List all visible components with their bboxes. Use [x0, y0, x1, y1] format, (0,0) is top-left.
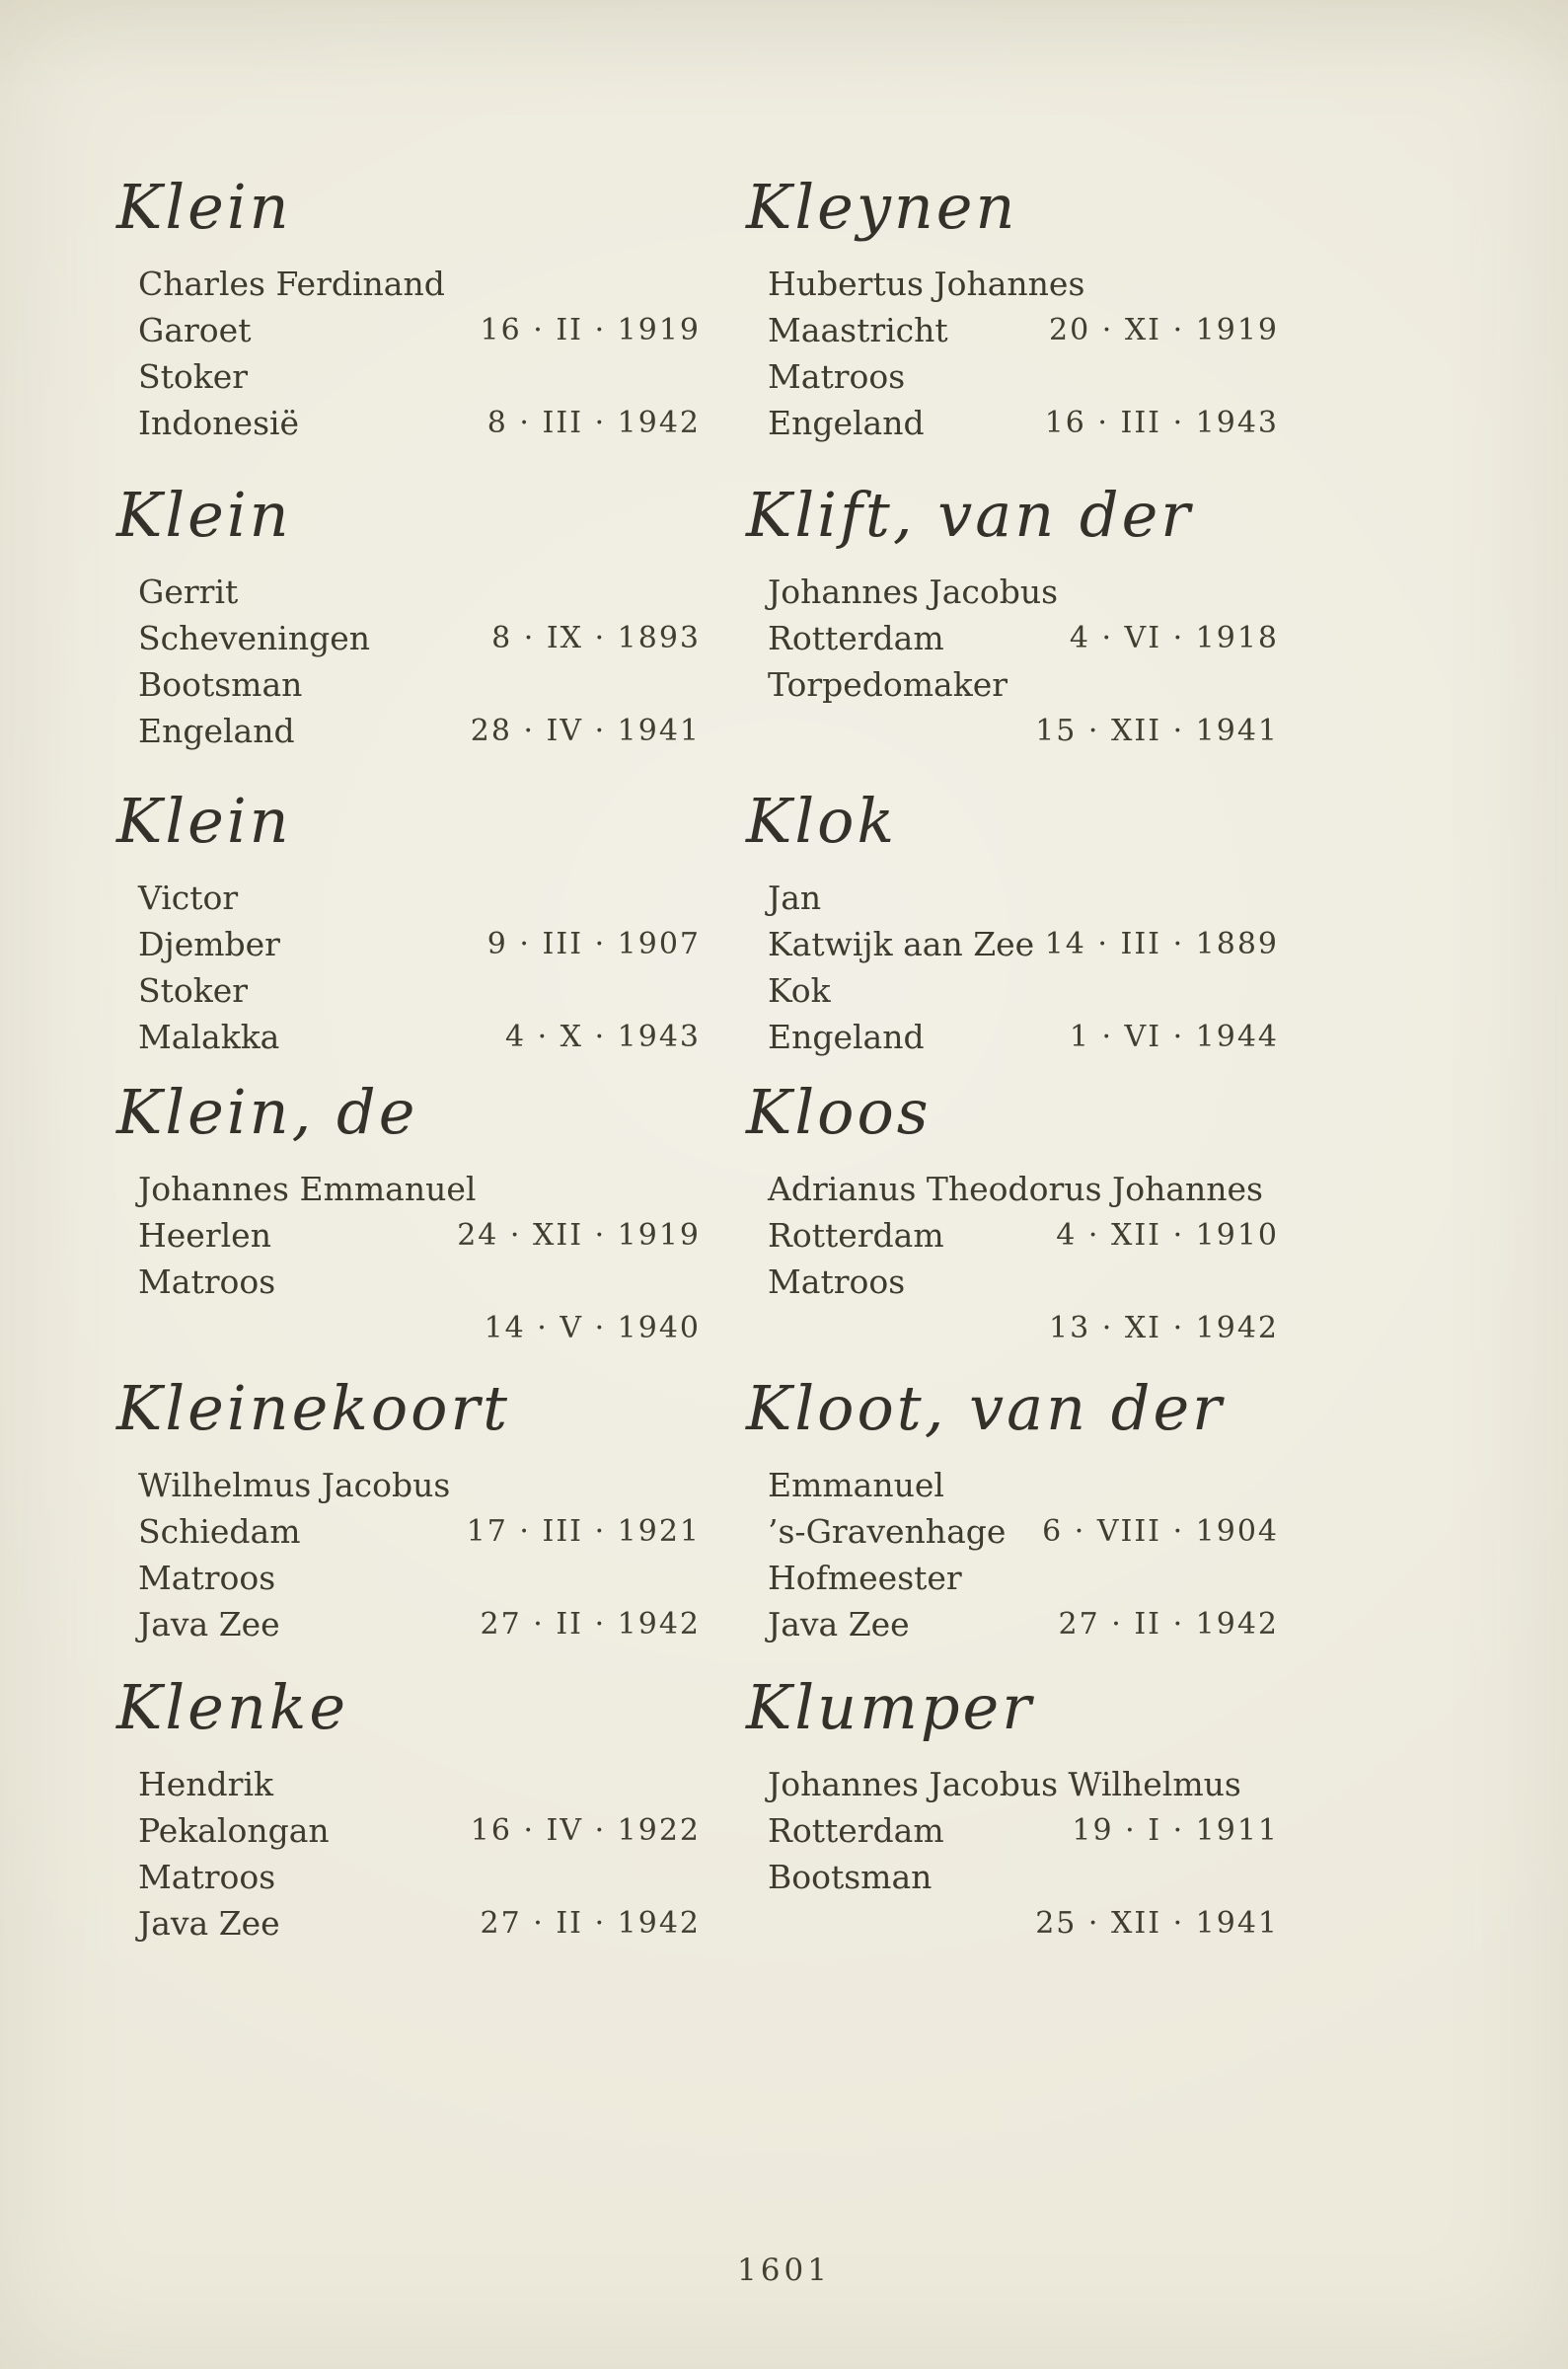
death-date: 4 · X · 1943 — [504, 1020, 701, 1054]
memorial-entry — [746, 166, 1279, 446]
entry-detail — [138, 875, 701, 1060]
rank: Matroos — [138, 1262, 276, 1301]
rank: Matroos — [768, 1262, 906, 1301]
rank: Stoker — [138, 971, 249, 1010]
death-date: 1 · VI · 1944 — [1069, 1020, 1279, 1054]
entry-detail — [768, 569, 1279, 754]
given-names: Charles Ferdinand — [138, 265, 445, 303]
death-place: Engeland — [138, 712, 295, 750]
birth-place: Rotterdam — [768, 1216, 944, 1255]
birth-place: Heerlen — [138, 1216, 271, 1255]
memorial-entry — [746, 1367, 1279, 1647]
surname-heading: Kleynen — [746, 171, 1018, 243]
surname-heading: Kleinekoort — [116, 1372, 511, 1444]
given-names: Hubertus Johannes — [768, 265, 1085, 303]
memorial-entry — [746, 1666, 1279, 1947]
birth-date: 14 · III · 1889 — [1044, 927, 1279, 961]
death-place: Java Zee — [768, 1605, 910, 1643]
surname-heading: Kloot, van der — [746, 1372, 1225, 1444]
rank: Bootsman — [138, 665, 303, 704]
memorial-entry — [116, 474, 701, 754]
rank: Matroos — [768, 357, 906, 396]
memorial-entry — [746, 474, 1279, 754]
memorial-entry — [746, 1071, 1279, 1351]
entry-detail — [138, 1462, 701, 1647]
entry-detail — [768, 875, 1279, 1060]
death-date: 13 · XI · 1942 — [1049, 1311, 1279, 1345]
memorial-entry — [746, 780, 1279, 1060]
given-names: Johannes Emmanuel — [138, 1170, 477, 1208]
birth-date: 19 · I · 1911 — [1072, 1813, 1279, 1848]
rank: Torpedomaker — [768, 665, 1008, 704]
death-place: Java Zee — [138, 1904, 280, 1943]
surname-heading: Klift, van der — [746, 479, 1193, 551]
birth-place: ’s-Gravenhage — [768, 1512, 1007, 1551]
given-names: Emmanuel — [768, 1466, 944, 1504]
death-place: Indonesië — [138, 404, 300, 442]
surname-heading: Klein — [116, 785, 292, 857]
surname-heading: Klein — [116, 171, 292, 243]
birth-place: Scheveningen — [138, 619, 371, 657]
memorial-entry — [116, 1367, 701, 1647]
death-date: 27 · II · 1942 — [480, 1607, 701, 1642]
entry-detail — [138, 261, 701, 446]
birth-date: 4 · VI · 1918 — [1069, 621, 1279, 655]
memorial-entry — [116, 1666, 701, 1947]
surname-heading: Klok — [746, 785, 898, 857]
birth-date: 16 · II · 1919 — [480, 313, 701, 347]
given-names: Wilhelmus Jacobus — [138, 1466, 451, 1504]
rank: Kok — [768, 971, 831, 1010]
death-date: 27 · II · 1942 — [1058, 1607, 1279, 1642]
death-date: 15 · XII · 1941 — [1035, 714, 1279, 748]
given-names: Gerrit — [138, 573, 239, 611]
entry-detail — [768, 1462, 1279, 1647]
rank: Bootsman — [768, 1858, 933, 1896]
surname-heading: Klumper — [746, 1671, 1034, 1743]
birth-place: Maastricht — [768, 311, 948, 349]
rank: Matroos — [138, 1559, 276, 1597]
entry-detail — [768, 1761, 1279, 1947]
death-date: 28 · IV · 1941 — [470, 714, 701, 748]
memorial-entry — [116, 1071, 701, 1351]
given-names: Hendrik — [138, 1765, 274, 1803]
rank: Stoker — [138, 357, 249, 396]
death-place: Java Zee — [138, 1605, 280, 1643]
entry-detail — [768, 1166, 1279, 1351]
birth-date: 9 · III · 1907 — [486, 927, 701, 961]
birth-date: 24 · XII · 1919 — [457, 1218, 701, 1253]
rank: Matroos — [138, 1858, 276, 1896]
birth-date: 16 · IV · 1922 — [470, 1813, 701, 1848]
birth-date: 6 · VIII · 1904 — [1042, 1514, 1279, 1549]
birth-date: 20 · XI · 1919 — [1049, 313, 1279, 347]
given-names: Adrianus Theodorus Johannes — [768, 1170, 1263, 1208]
death-date: 14 · V · 1940 — [484, 1311, 701, 1345]
death-place: Malakka — [138, 1018, 280, 1056]
birth-date: 4 · XII · 1910 — [1056, 1218, 1279, 1253]
surname-heading: Klenke — [116, 1671, 349, 1743]
given-names: Victor — [138, 879, 239, 917]
memorial-entry — [116, 780, 701, 1060]
given-names: Jan — [768, 879, 822, 917]
entry-detail — [138, 569, 701, 754]
surname-heading: Kloos — [746, 1076, 932, 1148]
birth-place: Schiedam — [138, 1512, 301, 1551]
surname-heading: Klein, de — [116, 1076, 418, 1148]
entry-detail — [768, 261, 1279, 446]
entry-detail — [138, 1761, 701, 1947]
birth-place: Rotterdam — [768, 619, 944, 657]
birth-place: Pekalongan — [138, 1811, 330, 1850]
death-date: 16 · III · 1943 — [1044, 406, 1279, 440]
birth-place: Katwijk aan Zee — [768, 925, 1035, 963]
given-names: Johannes Jacobus Wilhelmus — [768, 1765, 1241, 1803]
rank: Hofmeester — [768, 1559, 962, 1597]
birth-place: Garoet — [138, 311, 252, 349]
death-place: Engeland — [768, 404, 925, 442]
death-date: 27 · II · 1942 — [480, 1906, 701, 1941]
memorial-entry — [116, 166, 701, 446]
given-names: Johannes Jacobus — [768, 573, 1059, 611]
death-date: 8 · III · 1942 — [486, 406, 701, 440]
page-number: 1601 — [737, 2253, 831, 2288]
surname-heading: Klein — [116, 479, 292, 551]
birth-place: Rotterdam — [768, 1811, 944, 1850]
birth-date: 17 · III · 1921 — [466, 1514, 701, 1549]
death-date: 25 · XII · 1941 — [1035, 1906, 1279, 1941]
birth-place: Djember — [138, 925, 280, 963]
entry-detail — [138, 1166, 701, 1351]
death-place: Engeland — [768, 1018, 925, 1056]
birth-date: 8 · IX · 1893 — [491, 621, 701, 655]
